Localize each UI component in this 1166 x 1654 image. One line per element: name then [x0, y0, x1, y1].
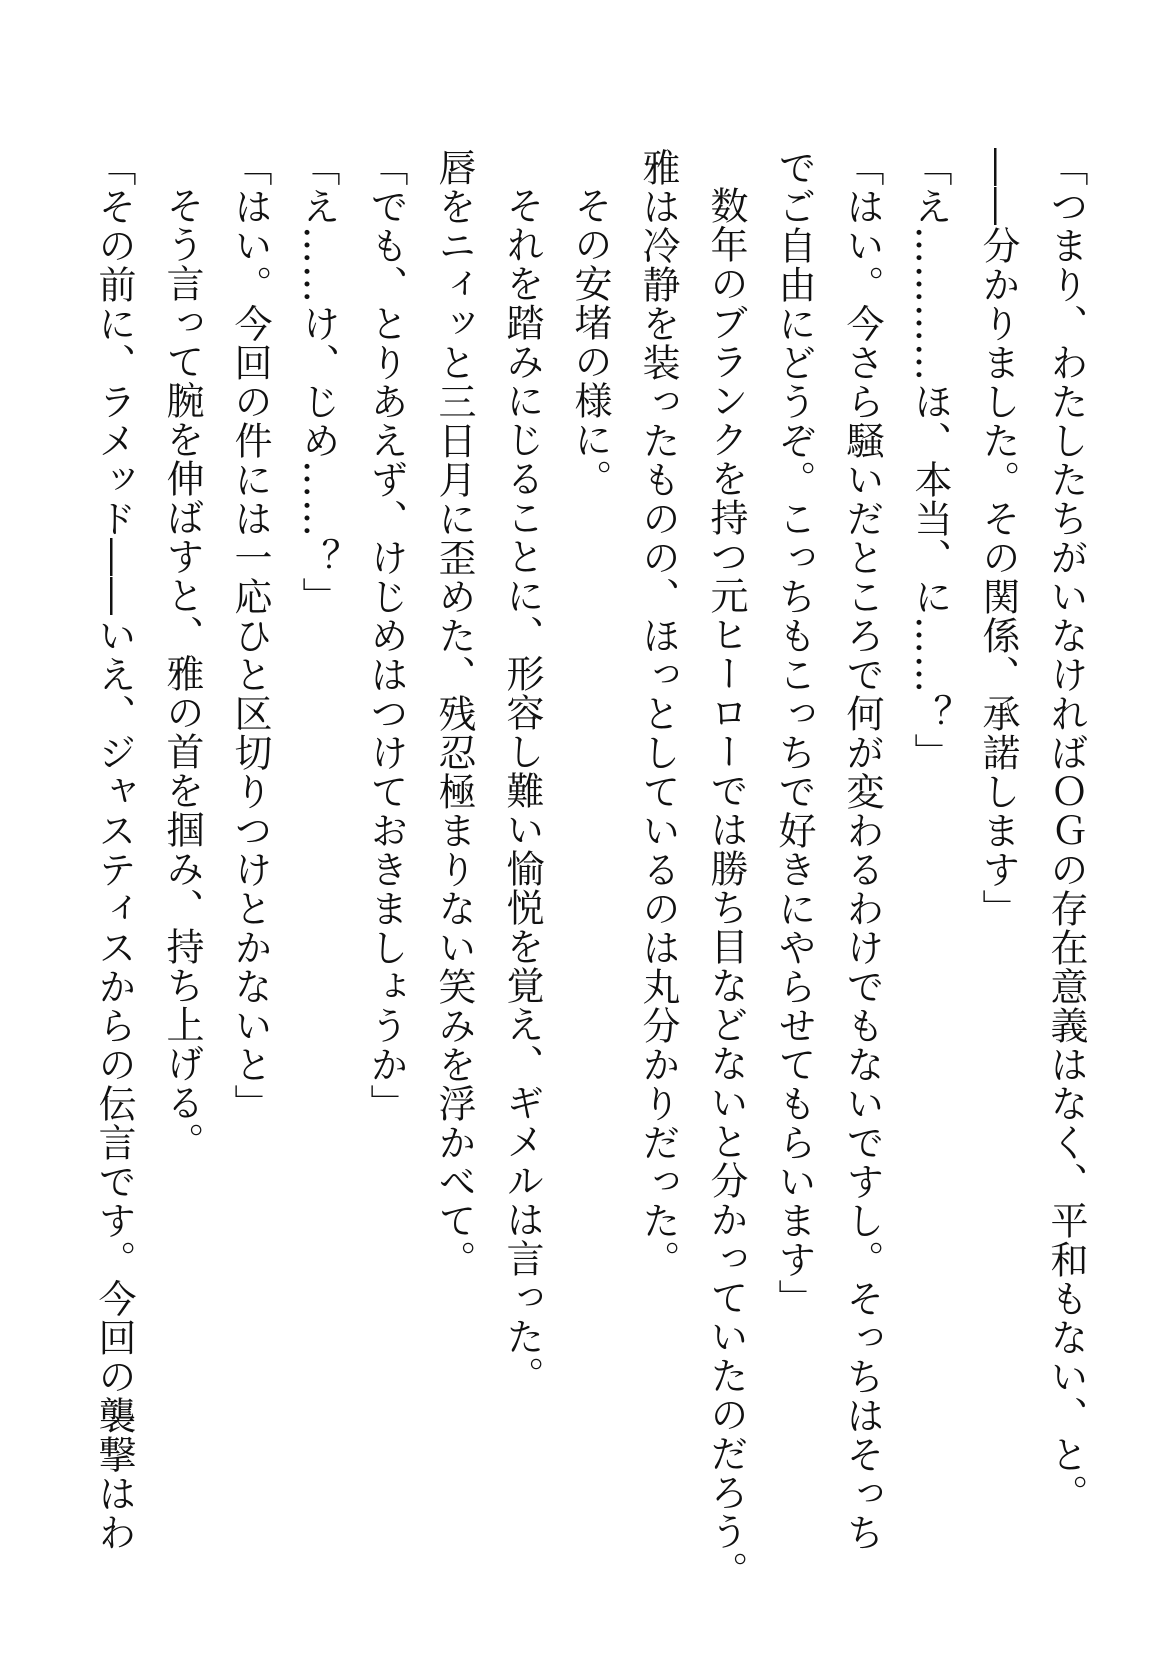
text-line-14: そう言って腕を伸ばすと、雅の首を掴み、持ち上げる。 — [160, 186, 204, 1161]
text-line-8: その安堵の様に。 — [568, 186, 612, 498]
text-line-15: 「その前に、ラメッド――いえ、ジャスティスからの伝言です。今回の襲撃はわ — [92, 148, 136, 1552]
text-line-11: 「でも、とりあえず、けじめはつけておきましょうか」 — [364, 148, 408, 1123]
text-line-1: 「つまり、わたしたちがいなければＯＧの存在意義はなく、平和もない、と。 — [1044, 148, 1088, 1513]
text-line-4: 「はい。今さら騒いだところで何が変わるわけでもないですし。そっちはそっち — [840, 148, 884, 1552]
text-line-6: 数年のブランクを持つ元ヒーローでは勝ち目などないと分かっていたのだろう。 — [704, 186, 748, 1590]
text-line-5: でご自由にどうぞ。こっちもこっちで好きにやらせてもらいます」 — [772, 148, 816, 1318]
text-line-9: それを踏みにじることに、形容し難い愉悦を覚え、ギメルは言った。 — [500, 186, 544, 1395]
text-line-12: 「え……け、じめ……？」 — [296, 148, 340, 616]
text-line-3: 「え…………ほ、本当、に……？」 — [908, 148, 952, 772]
text-line-7: 雅は冷静を装ったものの、ほっとしているのは丸分かりだった。 — [636, 148, 680, 1279]
vertical-text-body — [70, 148, 1100, 1590]
text-line-13: 「はい。今回の件には一応ひと区切りつけとかないと」 — [228, 148, 272, 1123]
text-line-10: 唇をニィッと三日月に歪めた、残忍極まりない笑みを浮かべて。 — [432, 148, 476, 1279]
text-line-2: ――分かりました。その関係、承諾します」 — [976, 148, 1020, 928]
